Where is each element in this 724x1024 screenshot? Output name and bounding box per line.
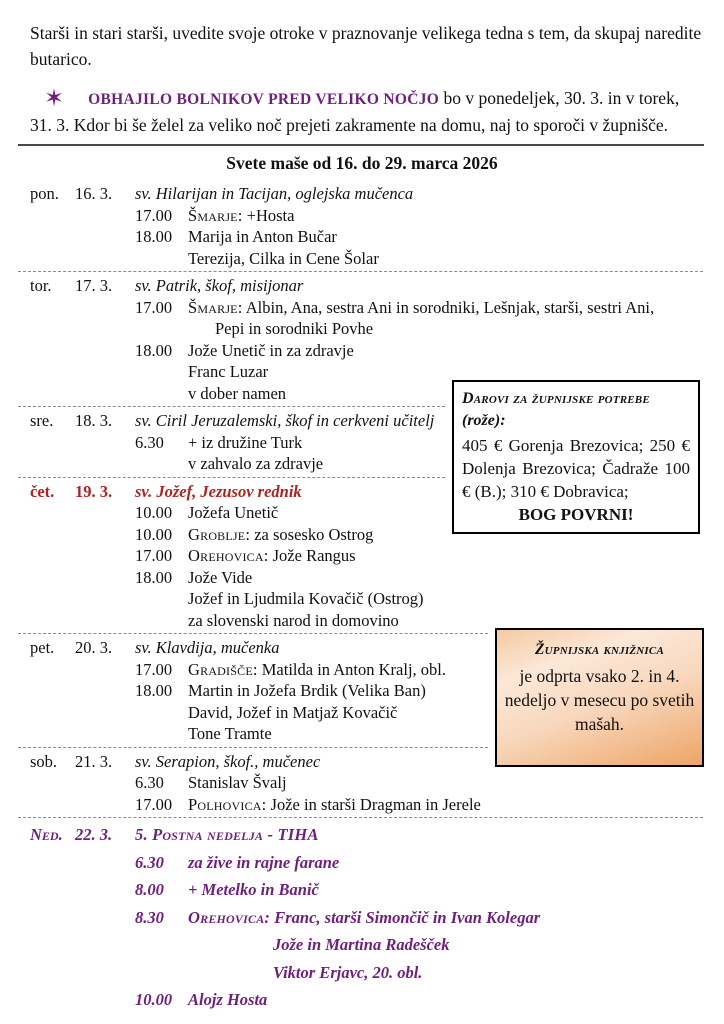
day-date: 16. 3. xyxy=(75,184,113,203)
mass-time: 10.00 xyxy=(135,990,173,1009)
mass-time: 8.30 xyxy=(135,907,164,927)
mass-line xyxy=(135,226,720,248)
notice-highlight: OBHAJILO BOLNIKOV PRED VELIKO NOČJO xyxy=(88,91,440,108)
mass-time: 17.00 xyxy=(135,205,173,225)
mass-time: 18.00 xyxy=(135,681,173,700)
mass-text: za slovenski narod in domovino xyxy=(188,610,399,630)
row-divider xyxy=(18,271,703,272)
mass-time: 10.00 xyxy=(135,503,173,522)
mass-text: Jože Rangus xyxy=(272,546,356,565)
mass-text: Jože Unetič in za zdravje xyxy=(188,340,354,360)
mass-text: David, Jožef in Matjaž Kovačič xyxy=(188,702,398,722)
feast-title: sv. Klavdija, mučenka xyxy=(135,638,280,657)
mass-text: Jože in Martina Radešček xyxy=(273,935,450,954)
day-date: 20. 3. xyxy=(75,638,113,657)
mass-text: Viktor Erjavc, 20. obl. xyxy=(273,962,423,982)
donations-box-body: 405 € Gorenja Brezovica; 250 € Dolenja Brezovica; Čadraže 100 € (B.); 310 € Dobravica; xyxy=(462,436,690,501)
mass-line xyxy=(135,794,720,816)
mass-location: Gradišče: xyxy=(188,659,258,679)
mass-time: 17.00 xyxy=(135,546,173,565)
mass-text: Alojz Hosta xyxy=(188,990,268,1009)
feast-title: sv. Hilarijan in Tacijan, oglejska mučenca xyxy=(135,184,414,203)
mass-text: Marija in Anton Bučar xyxy=(188,227,337,246)
day-date: 22. 3. xyxy=(75,825,113,844)
mass-line xyxy=(135,318,720,340)
mass-time: 6.30 xyxy=(135,852,164,872)
mass-text: Jožefa Unetič xyxy=(188,503,279,522)
mass-line xyxy=(135,297,720,319)
mass-location: Orehovica: xyxy=(188,907,271,927)
mass-time: 6.30 xyxy=(135,432,164,452)
mass-line xyxy=(135,567,720,589)
day-label: sre. xyxy=(30,411,54,430)
day-label: pet. xyxy=(30,638,55,657)
day-date: 18. 3. xyxy=(75,411,113,430)
mass-line xyxy=(135,904,720,932)
mass-text: Stanislav Švalj xyxy=(188,773,287,792)
mass-text: Jože Vide xyxy=(188,567,253,587)
intro-paragraph: Starši in stari starši, uvedite svoje otroke v praznovanje velikega tedna s tem, da skupaj naredite butarico. xyxy=(30,23,702,69)
day-date: 19. 3. xyxy=(75,481,113,501)
mass-text: Pepi in sorodniki Povhe xyxy=(215,319,374,338)
day-date: 17. 3. xyxy=(75,276,113,295)
mass-text: za žive in rajne farane xyxy=(188,852,340,872)
mass-location: Šmarje: xyxy=(188,297,243,317)
mass-time: 6.30 xyxy=(135,773,164,792)
mass-time: 17.00 xyxy=(135,297,173,317)
mass-time: 8.00 xyxy=(135,880,164,899)
row-divider xyxy=(18,817,703,818)
mass-text: Franc Luzar xyxy=(188,362,269,381)
day-label: sob. xyxy=(30,751,58,771)
row-divider xyxy=(18,633,488,634)
day-date: 21. 3. xyxy=(75,751,113,771)
mass-time: 18.00 xyxy=(135,340,173,360)
mass-line xyxy=(135,588,720,610)
mass-line xyxy=(135,772,720,794)
mass-text: +Hosta xyxy=(246,205,295,225)
mass-text: Terezija, Cilka in Cene Šolar xyxy=(188,248,379,268)
feast-title: sv. Ciril Jeruzalemski, škof in cerkveni učitelj xyxy=(135,411,435,430)
mass-time: 18.00 xyxy=(135,227,173,246)
schedule-day-row xyxy=(30,821,720,1014)
mass-time: 17.00 xyxy=(135,659,173,679)
mass-line xyxy=(135,248,720,270)
mass-time: 17.00 xyxy=(135,794,173,814)
day-masses xyxy=(135,821,720,1014)
mass-time: 18.00 xyxy=(135,567,173,587)
mass-text: Tone Tramte xyxy=(188,724,272,743)
day-label: tor. xyxy=(30,276,52,295)
mass-line xyxy=(135,959,720,987)
mass-location: Groblje: xyxy=(188,524,251,544)
six-pointed-star-icon: ✶ xyxy=(44,86,65,112)
donations-box xyxy=(452,380,700,534)
mass-text: Franc, starši Simončič in Ivan Kolegar xyxy=(274,907,541,927)
mass-line xyxy=(135,545,720,567)
feast-title: sv. Patrik, škof, misijonar xyxy=(135,276,304,295)
mass-text: + iz družine Turk xyxy=(188,432,303,452)
mass-text: za sosesko Ostrog xyxy=(254,524,374,544)
mass-text: Matilda in Anton Kralj, obl. xyxy=(261,659,446,679)
row-divider xyxy=(18,477,445,478)
mass-text: Martin in Jožefa Brdik (Velika Ban) xyxy=(188,681,426,700)
mass-text: Albin, Ana, sestra Ani in sorodniki, Lešnjak, starši, sestri Ani, xyxy=(245,297,655,317)
notice-paragraph xyxy=(30,86,704,138)
schedule-day-row xyxy=(30,183,720,269)
notice-rest: bo v ponedeljek, 30. 3. in v torek, 31. 3. Kdor bi še želel za veliko noč prejeti zakramente na domu, naj to sporoči v župnišče. xyxy=(30,88,680,135)
mass-text: + Metelko in Banič xyxy=(188,880,319,899)
mass-text: Jože in starši Dragman in Jerele xyxy=(270,794,481,814)
library-box-title: Župnijska knjižnica xyxy=(534,641,664,658)
section-divider-line xyxy=(18,144,704,146)
mass-line xyxy=(135,931,720,959)
mass-location: Šmarje: xyxy=(188,205,243,225)
mass-text: v zahvalo za zdravje xyxy=(188,454,324,473)
day-label: pon. xyxy=(30,184,59,203)
mass-line xyxy=(135,205,720,227)
mass-location: Orehovica: xyxy=(188,546,269,565)
mass-time: 10.00 xyxy=(135,524,173,544)
mass-line xyxy=(135,849,720,877)
feast-title: sv. Serapion, škof., mučenec xyxy=(135,751,321,771)
day-masses xyxy=(135,183,720,269)
feast-title: 5. Postna nedelja - TIHA xyxy=(135,825,319,844)
mass-line xyxy=(135,340,720,362)
row-divider xyxy=(18,747,488,748)
mass-line xyxy=(135,876,720,904)
mass-schedule xyxy=(0,183,724,1014)
mass-text: Jožef in Ljudmila Kovačič (Ostrog) xyxy=(188,589,424,608)
schedule-title: Svete maše od 16. do 29. marca 2026 xyxy=(226,153,498,173)
donations-box-footer: BOG POVRNI! xyxy=(518,505,634,524)
library-box xyxy=(495,628,704,767)
donations-box-title: Darovi za župnijske potrebe (rože): xyxy=(462,390,650,429)
day-label: čet. xyxy=(30,481,55,501)
day-label: Ned. xyxy=(30,825,63,844)
mass-location: Polhovica: xyxy=(188,794,267,814)
feast-title: sv. Jožef, Jezusov rednik xyxy=(135,481,302,501)
mass-text: v dober namen xyxy=(188,383,287,403)
library-box-body: je odprta vsako 2. in 4. nedeljo v mesecu po svetih mašah. xyxy=(504,666,695,734)
mass-line xyxy=(135,986,720,1014)
row-divider xyxy=(18,406,445,407)
